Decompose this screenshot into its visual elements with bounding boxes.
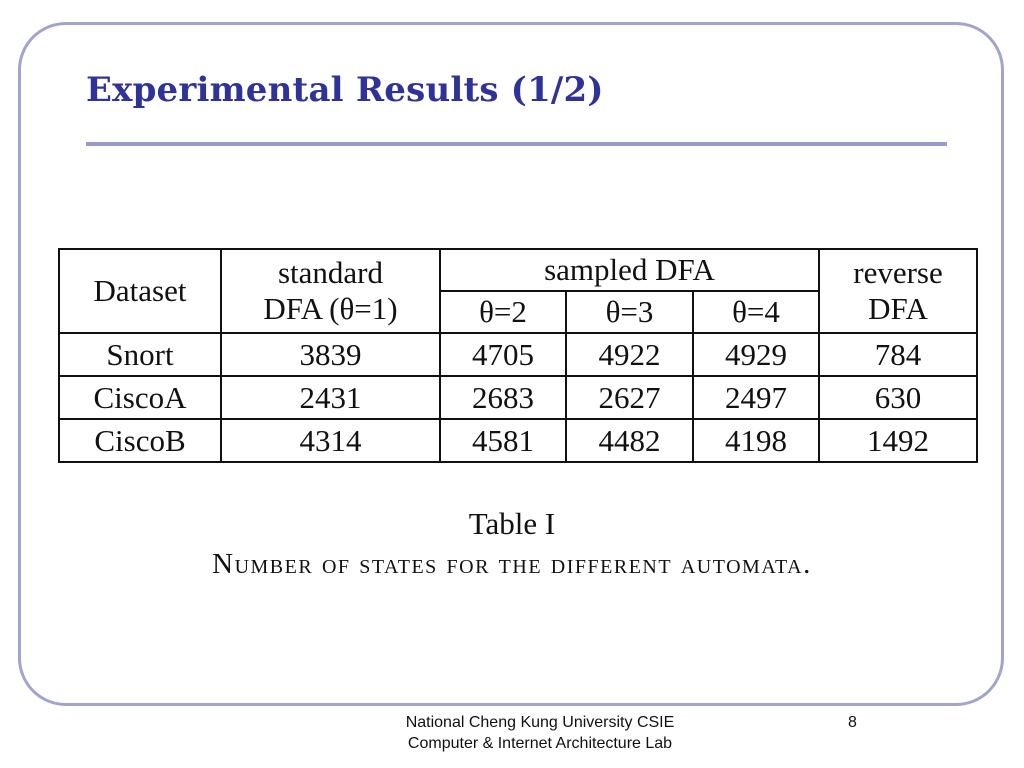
cell-theta4: 4929	[693, 333, 819, 376]
cell-theta2: 2683	[440, 376, 566, 419]
header-standard-line1: standard	[277, 255, 384, 290]
slide-title: Experimental Results (1/2)	[86, 70, 604, 110]
header-reverse-line1: reverse	[853, 255, 943, 290]
cell-theta2: 4705	[440, 333, 566, 376]
table-header-row	[59, 249, 977, 291]
header-theta-2: θ=2	[440, 291, 566, 333]
table-row	[59, 333, 977, 376]
header-theta-3: θ=3	[566, 291, 693, 333]
table-caption-label: Table I	[468, 506, 556, 541]
footer-affiliation	[330, 712, 750, 754]
page-number: 8	[848, 714, 857, 731]
cell-theta4: 2497	[693, 376, 819, 419]
header-reverse-line2: DFA	[868, 291, 928, 326]
cell-theta2: 4581	[440, 419, 566, 462]
cell-theta3: 4482	[566, 419, 693, 462]
header-standard-dfa	[221, 249, 440, 333]
header-standard-line2: DFA (θ=1)	[263, 291, 398, 326]
header-sampled-dfa: sampled DFA	[440, 249, 819, 291]
cell-dataset: CiscoA	[59, 376, 221, 419]
footer-line-1: National Cheng Kung University CSIE	[405, 714, 675, 731]
table-row	[59, 419, 977, 462]
header-reverse-dfa	[819, 249, 977, 333]
cell-reverse: 1492	[819, 419, 977, 462]
footer-line-2: Computer & Internet Architecture Lab	[407, 735, 673, 752]
header-dataset: Dataset	[59, 249, 221, 333]
table-caption-text: Number of states for the different automata.	[212, 548, 812, 580]
results-table	[58, 248, 978, 463]
header-theta-4: θ=4	[693, 291, 819, 333]
cell-reverse: 784	[819, 333, 977, 376]
cell-theta3: 2627	[566, 376, 693, 419]
cell-dataset: Snort	[59, 333, 221, 376]
cell-theta4: 4198	[693, 419, 819, 462]
cell-theta3: 4922	[566, 333, 693, 376]
cell-standard: 4314	[221, 419, 440, 462]
cell-standard: 2431	[221, 376, 440, 419]
cell-dataset: CiscoB	[59, 419, 221, 462]
table-row	[59, 376, 977, 419]
title-underline	[86, 142, 947, 146]
cell-reverse: 630	[819, 376, 977, 419]
cell-standard: 3839	[221, 333, 440, 376]
